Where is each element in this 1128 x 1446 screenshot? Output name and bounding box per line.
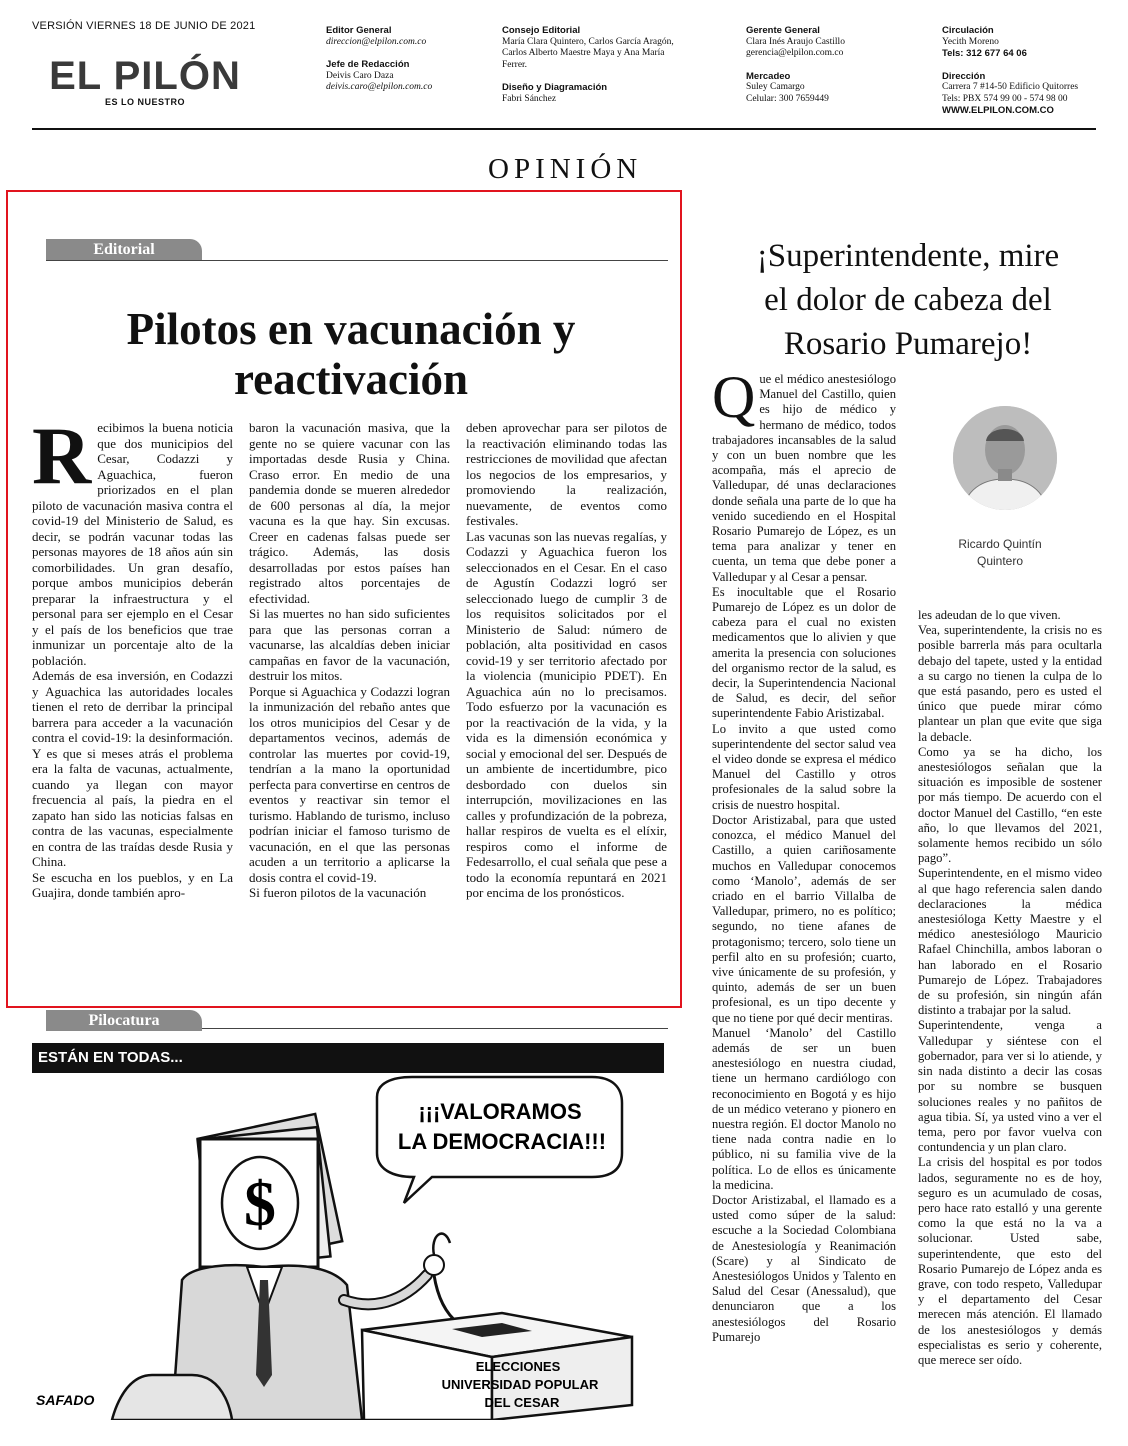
opinion-title-line-2: el dolor de cabeza del bbox=[764, 282, 1052, 318]
opinion-title-line-3: Rosario Pumarejo! bbox=[783, 326, 1033, 362]
consejo-names-2: Carlos Alberto Maestre Maya y Ana María bbox=[502, 48, 665, 58]
opinion-title-line-1: ¡Superintendente, mire bbox=[756, 238, 1060, 274]
circulacion-phone: Tels: 312 677 64 06 bbox=[942, 48, 1027, 59]
mercadeo-title: Mercadeo bbox=[746, 70, 791, 82]
editor-title: Editor General bbox=[326, 25, 392, 36]
editorial-paragraph: deben aprovechar para ser pilotos de la reactivación eliminando todas las restricciones de movilidad que afectan los negocios de los empresarios, y promoviendo la realización, nuevamente, de eventos como festivales. bbox=[466, 420, 667, 528]
author-photo bbox=[952, 405, 1058, 511]
consejo-names-3: Ferrer. bbox=[502, 59, 528, 70]
direccion-web: WWW.ELPILON.COM.CO bbox=[942, 105, 1054, 116]
editorial-column-1 bbox=[32, 410, 233, 901]
headline-line-1: Pilotos en vacunación y bbox=[126, 304, 576, 354]
editorial-paragraph: Si fueron pilotos de la vacunación bbox=[249, 885, 427, 900]
logo-slogan: ES LO NUESTRO bbox=[104, 97, 185, 107]
masthead-circulacion bbox=[942, 25, 1112, 117]
editor-email: direccion@elpilon.com.co bbox=[326, 36, 427, 47]
editorial-column-2 bbox=[249, 420, 450, 901]
ballot-line-3: DEL CESAR bbox=[484, 1395, 560, 1410]
editorial-dropcap: R bbox=[32, 410, 92, 501]
direccion-phone: Tels: PBX 574 99 00 - 574 98 00 bbox=[942, 93, 1068, 104]
direccion-address: Carrera 7 #14-50 Edificio Quitorres bbox=[942, 82, 1079, 92]
bubble-line-2: LA DEMOCRACIA!!! bbox=[397, 1129, 607, 1154]
consejo-names-1: María Clara Quintero, Carlos García Aragón, bbox=[502, 36, 674, 47]
author-name-1: Ricardo Quintín bbox=[958, 537, 1042, 551]
editorial-tab-rule bbox=[46, 260, 668, 261]
editorial-paragraph bbox=[32, 410, 233, 668]
money-head bbox=[198, 1114, 343, 1269]
opinion-paragraph: Vea, superintendente, la crisis no es posible barrerla más para ocultarla debajo del tapete, usted y la entidad a su cargo no tienen la culpa de lo que está pasando, pero es usted el único que puede mirar cómo plantear un plan que evite que siga la debacle. bbox=[918, 623, 1102, 744]
cartoon-illustration bbox=[32, 1075, 664, 1420]
ballot-line-1: ELECCIONES bbox=[475, 1359, 561, 1374]
opinion-paragraph: Superintendente, en el mismo video al que hago referencia salen dando declaraciones la médica anestesióloga Ketty Maestre y el médico anestesiólogo Mauricio Rafael Chinchilla, ambos laboran o han laborado en el Rosario Pumarejo de López. Trabajadores de su profesión, sin ningún afán distinto a trabajar por la salud. bbox=[918, 866, 1102, 1018]
masthead-gerente bbox=[746, 25, 916, 105]
editorial-paragraph: Además de esa inversión, en Codazzi y Aguachica las autoridades locales tienen el reto de derribar la principal barrera para acceder a la vacunación contra el covid-19: la desinformación. Y es que si meses atrás el problema era la falta de vacunas, actualmente, cuando ya llegan con mayor frecuencia al país, la piedra en el zapato han sido las noticias falsas en contra de las vacunas, especialmente en contra de las traídas desde Rusia y China. bbox=[32, 668, 233, 869]
gerente-name: Clara Inés Araujo Castillo bbox=[746, 36, 845, 47]
money-bag bbox=[112, 1375, 232, 1420]
mercadeo-phone: Celular: 300 7659449 bbox=[746, 93, 829, 104]
bubble-line-1: ¡¡¡VALORAMOS bbox=[418, 1099, 582, 1124]
direccion-title: Dirección bbox=[942, 70, 986, 82]
opinion-column-1 bbox=[712, 372, 896, 1417]
opinion-paragraph: Como ya se ha dicho, los anestesiólogos señalan que la situación es imposible de sostener por más tiempo. De acuerdo con el doctor Manuel del Castillo, “en este año, lo que llevamos del 2021, solamente hemos recibido un sólo pago”. bbox=[918, 744, 1102, 866]
circulacion-name: Yecith Moreno bbox=[942, 36, 999, 47]
opinion-paragraph: Doctor Aristizabal, el llamado es a usted como súper de la salud: escuche a la Sociedad Colombiana de Anestesiología y Reanimación (Scare) y al Sindicato de Anestesiólogos Unidos y Talento en Salud del Cesar (Anessalud), que denunciaron que a los anestesiólogos del Rosario Pumarejo bbox=[712, 1192, 896, 1344]
headline-line-2: reactivación bbox=[233, 354, 469, 404]
cartoon-tab: Pilocatura bbox=[46, 1010, 202, 1031]
ballot-box bbox=[362, 1313, 632, 1420]
section-title: OPINIÓN bbox=[488, 153, 643, 185]
edition-date: VERSIÓN VIERNES 18 DE JUNIO DE 2021 bbox=[32, 20, 256, 32]
editorial-column-3 bbox=[466, 420, 667, 901]
consejo-title: Consejo Editorial bbox=[502, 25, 581, 36]
editorial-paragraph: Porque si Aguachica y Codazzi logran la inmunización del rebaño antes que los otros municipios del Cesar y de departamentos vecinos, además de controlar las muertes por covid-19, tendrían a la mano la oportunidad perfecta para convertirse en centros de eventos y reactivar sin temor el turismo. Hablando de turismo, incluso podrían iniciar el famoso turismo de vacunación, en el que las personas acuden a un territorio a aplicarse la dosis contra el covid-19. bbox=[249, 683, 450, 885]
opinion-paragraph: Lo invito a que usted como superintendente del sector salud vea el video donde se expresa el médico Manuel del Castillo y otros profesionales de la salud sobre la crisis de nuestro hospital. bbox=[712, 721, 896, 812]
editorial-tab: Editorial bbox=[46, 239, 202, 260]
newspaper-logo bbox=[46, 56, 244, 107]
opinion-column-2 bbox=[918, 608, 1102, 1420]
gerente-email: gerencia@elpilon.com.co bbox=[746, 48, 844, 58]
logo-name: EL PILÓN bbox=[49, 54, 241, 98]
paragraph-text: ecibimos la buena noticia que dos municipios del Cesar, Codazzi y Aguachica, fueron priorizados en el plan piloto de vacunación masiva contra el covid-19 del Ministerio de Salud, es decir, se podrán vacunar todas las personas mayores de 18 años aún sin comorbilidades. Un gran desafío, porque ambos municipios deberán preparar la infraestructura y el personal para ser ejemplo en el Cesar y el país de los beneficios que trae inmunizar un porcentaje alto de la población. bbox=[32, 420, 233, 668]
opinion-paragraph: les adeudan de lo que viven. bbox=[918, 608, 1061, 622]
author-name-2: Quintero bbox=[976, 554, 1024, 568]
jefe-email: deivis.caro@elpilon.com.co bbox=[326, 82, 433, 92]
diseno-name: Fabri Sánchez bbox=[502, 93, 557, 104]
editorial-headline bbox=[32, 304, 670, 404]
ballot-line-2: UNIVERSIDAD POPULAR bbox=[441, 1377, 599, 1392]
gerente-title: Gerente General bbox=[746, 25, 820, 36]
opinion-paragraph: Es inocultable que el Rosario Pumarejo de López es un dolor de cabeza para el cual no existen medicamentos que lo alivien y que amerita la presencia con soluciones del organismo rector de la salud, es decir, la Superintendencia Nacional de Salud, es decir, del señor superintendente Fabio Aristizabal. bbox=[712, 584, 896, 721]
opinion-paragraph: La crisis del hospital es por todos lados, seguramente no es de hoy, seguro es un acumulado de cosas, pero hace rato estalló y una gerente como la que está no la va a solucionar. Usted sabe, superintendente, que esto del Rosario Pumarejo de López anda es grave, con todo respeto, Valledupar y el departamento del Cesar merecen más atención. El llamado de los anestesiólogos y demás especialistas es serio y coherente, que merece ser oído. bbox=[918, 1155, 1102, 1367]
masthead-consejo bbox=[502, 25, 727, 105]
cartoon-caption: ESTÁN EN TODAS... bbox=[32, 1043, 664, 1073]
mercadeo-name: Suley Camargo bbox=[746, 82, 805, 92]
editorial-paragraph: Las vacunas son las nuevas regalías, y Codazzi y Aguachica fueron los seleccionados en el Cesar. En el caso de Agustín Codazzi logró ser seleccionado luego de cumplir 3 de los requisitos solicitados por el Ministerio de Salud: número de población, alta positividad en casos covid-19 y ser territorio afectado por la violencia (municipio PDET). En Aguachica aún no lo precisamos. Todo esfuerzo por la vacunación es por la reactivación de la vida, y la vida es la dimensión económica y social y emocional del ser. Después de un ambiente de incertidumbre, pico desbordado con duelos sin interrupción, movilizaciones en las calles y profundización de la pobreza, hallar respiros de vuelta es el elíxir, respiros como el informe de Fedesarrollo, el cual señala que pese a todo la economía repuntará en 2021 por encima de los pronósticos. bbox=[466, 528, 667, 900]
author-byline bbox=[940, 536, 1060, 570]
opinion-paragraph: Superintendente, venga a Valledupar y siéntese con el gobernador, para ver si lo atiende, y sin nada distinto a decir las cosas por su nombre se busquen soluciones reales y no pañitos de agua tibia. Sí, ya usted vino a ver el tema, pero por favor vuelva con contundencia y un plan claro. bbox=[918, 1018, 1102, 1155]
cartoonist-signature: SAFADO bbox=[36, 1392, 95, 1408]
paragraph-text: ue el médico anestesiólogo Manuel del Castillo, quien es hijo de médico y hermano de médico, todos trabajadores incansables de la salud y con un buen nombre que les acompaña, más el aprecio de Valledupar, dé unas declaraciones donde señala una parte de lo que ha venido sucediendo en el Hospital Rosario Pumarejo de López, es un tema para analizar y tener en cuenta, un tema que debe poner a Valledupar y al Cesar a pensar. bbox=[712, 372, 896, 584]
diseno-title: Diseño y Diagramación bbox=[502, 82, 608, 93]
opinion-dropcap: Q bbox=[712, 372, 756, 430]
jefe-name: Deivis Caro Daza bbox=[326, 70, 394, 81]
circulacion-title: Circulación bbox=[942, 25, 994, 36]
editorial-paragraph: Se escucha en los pueblos, y en La Guajira, donde también apro- bbox=[32, 869, 233, 900]
masthead-editor bbox=[326, 25, 486, 94]
editorial-paragraph: baron la vacunación masiva, que la gente no se quiere vacunar con las importadas desde Rusia y China. Craso error. En medio de una pandemia donde se mueren alrededor de 600 personas al día, la mejor vacuna es la que hay. Sin excusas. Creer en cadenas falsas puede ser trágico. Además, las dosis desarrolladas por estos países han registrado altos porcentajes de efectividad. bbox=[249, 420, 450, 606]
opinion-paragraph bbox=[712, 372, 896, 585]
editorial-paragraph: Si las muertes no han sido suficientes para que las personas corran a vacunarse, las alcaldías deben iniciar campañas en favor de la vacunación, destruir los mitos. bbox=[249, 606, 450, 683]
masthead-rule bbox=[32, 128, 1096, 130]
dollar-sign-icon: $ bbox=[244, 1168, 276, 1239]
opinion-paragraph: Manuel ‘Manolo’ del Castillo además de ser un buen anestesiólogo en nuestra ciudad, tiene un hermano cardiólogo con reconocimiento en Bogotá y es hijo de un médico veterano y pionero en nuestra región. El doctor Manolo no tiene nada contra nadie en lo público, ni su familia vive de la política. Lo de ellos es únicamente la medicina. bbox=[712, 1025, 896, 1192]
opinion-paragraph: Doctor Aristizabal, para que usted conozca, el médico Manuel del Castillo, a quien cariñosamente muchos en Valledupar conocemos como ‘Manolo’, además de ser criado en el barrio Villalba de Valledupar, primero, no es político; segundo, no tiene afanes de protagonismo; tercero, solo tiene un perfil alto en su profesión; cuarto, vive únicamente de su profesión, y quinto, además de ser un buen profesional, es un tipo decente y que no tiene por qué decir mentiras. bbox=[712, 812, 896, 1025]
opinion-title bbox=[708, 234, 1108, 366]
jefe-title: Jefe de Redacción bbox=[326, 59, 410, 70]
